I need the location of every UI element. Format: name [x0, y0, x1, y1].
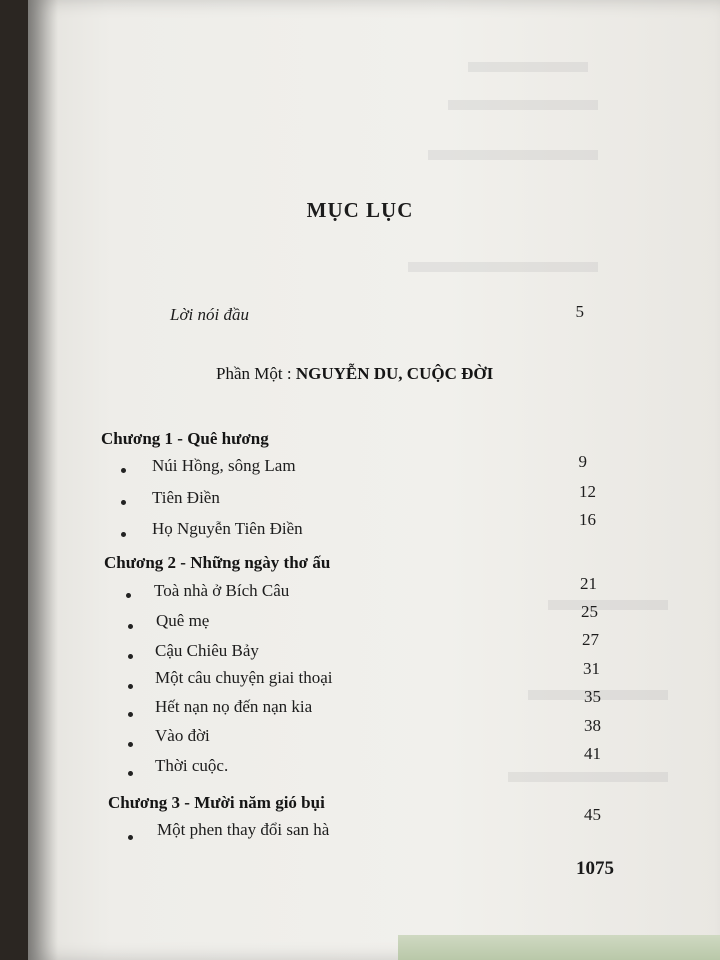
book-page [28, 0, 720, 960]
toc-item: Một phen thay đổi san hà [157, 820, 330, 839]
bullet-icon [128, 835, 133, 840]
toc-item: Họ Nguyễn Tiên Điền [152, 519, 303, 538]
bullet-icon [121, 532, 126, 537]
toc-page: 16 [579, 510, 596, 529]
bullet-icon [121, 468, 126, 473]
toc-item: Thời cuộc. [155, 756, 229, 775]
toc-page: 31 [583, 659, 600, 678]
preface-page: 5 [575, 302, 584, 321]
toc-page: 27 [582, 630, 599, 649]
bullet-icon [128, 654, 133, 659]
toc-item: Quê mẹ [156, 611, 210, 630]
page-title: MỤC LỤC [306, 198, 414, 222]
toc-page: 25 [581, 602, 598, 621]
bullet-icon [126, 593, 131, 598]
toc-item: Cậu Chiêu Bảy [155, 641, 259, 660]
preface-label: Lời nói đầu [170, 305, 249, 324]
chapter-1-title: Chương 1 - Quê hương [101, 429, 269, 448]
toc-page: 45 [584, 805, 601, 824]
toc-page: 9 [578, 452, 587, 471]
bullet-icon [128, 624, 133, 629]
toc-item: Núi Hồng, sông Lam [152, 456, 296, 475]
toc-page: 21 [580, 574, 597, 593]
toc-item: Toà nhà ở Bích Câu [154, 581, 290, 600]
part-label: Phần Một : [216, 364, 292, 383]
bullet-icon [128, 712, 133, 717]
part-title: NGUYỄN DU, CUỘC ĐỜI [295, 364, 494, 383]
toc-item: Hết nạn nọ đến nạn kia [155, 697, 313, 716]
page-number: 1075 [576, 858, 614, 879]
chapter-3-title: Chương 3 - Mười năm gió bụi [108, 793, 325, 812]
bullet-icon [121, 500, 126, 505]
toc-page: 12 [579, 482, 596, 501]
chapter-2-title: Chương 2 - Những ngày thơ ấu [104, 553, 331, 572]
toc-item: Tiên Điền [152, 488, 220, 507]
bullet-icon [128, 742, 133, 747]
toc-page: 38 [584, 716, 601, 735]
bullet-icon [128, 771, 133, 776]
green-edge [398, 935, 720, 960]
bullet-icon [128, 684, 133, 689]
toc-page: 41 [584, 744, 601, 763]
toc-page: 35 [584, 687, 601, 706]
toc-item: Một câu chuyện giai thoại [155, 668, 333, 687]
spine-shadow [28, 0, 58, 960]
part-heading [216, 364, 493, 384]
toc-item: Vào đời [155, 726, 210, 745]
